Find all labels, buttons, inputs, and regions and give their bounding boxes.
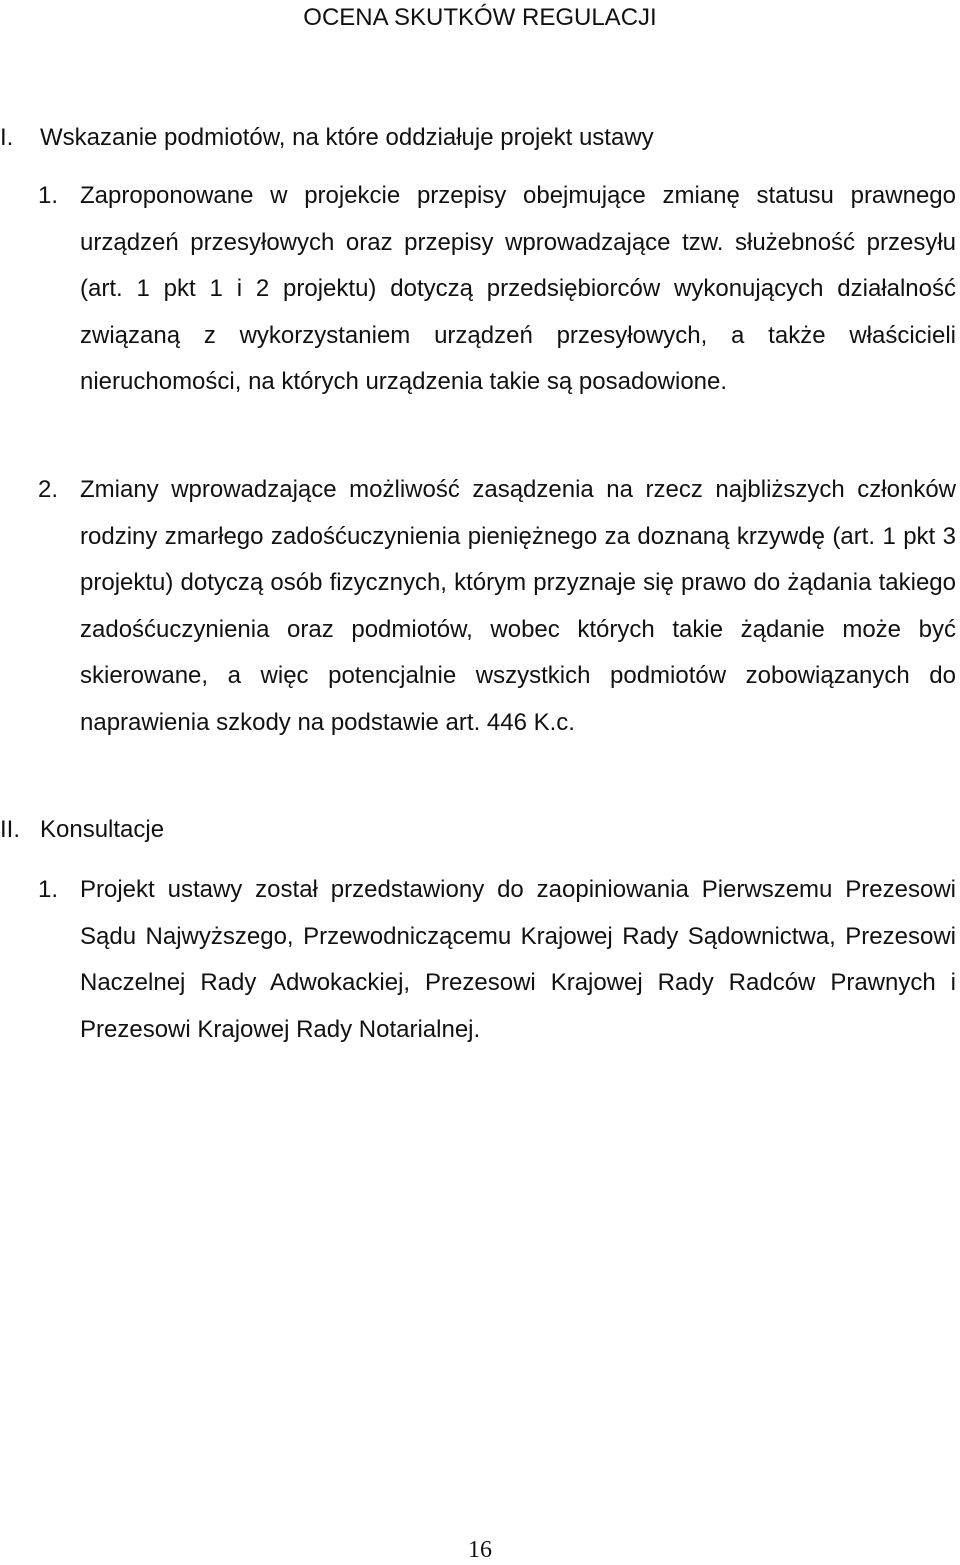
section-number: I.	[0, 124, 14, 151]
item-text: Zmiany wprowadzające możliwość zasądzenia na rzecz najbliższych członków rodziny zmarłego zadośćuczynienia pieniężnego za doznaną krzywdę (art. 1 pkt 3 projektu) dotyczą osób fizycznych, którym przyznaje się prawo do żądania takiego zadośćuczynienia oraz podmiotów, wobec których takie żądanie może być skierowane, a więc potencjalnie wszystkich podmiotów zobowiązanych do naprawienia szkody na podstawie art. 446 K.c.	[80, 476, 956, 736]
item-number: 2.	[38, 476, 59, 503]
section-title: Wskazanie podmiotów, na które oddziałuje projekt ustawy	[40, 124, 654, 151]
section-heading-1	[0, 123, 654, 153]
list-item-2-1	[38, 867, 956, 1053]
item-number: 1.	[38, 182, 59, 209]
list-item-1-1	[38, 173, 956, 406]
section-title: Konsultacje	[40, 816, 165, 843]
section-heading-2	[0, 815, 164, 845]
section-number: II.	[0, 816, 21, 843]
list-item-1-2	[38, 467, 956, 747]
item-text: Projekt ustawy został przedstawiony do zaopiniowania Pierwszemu Prezesowi Sądu Najwyższego, Przewodniczącemu Krajowej Rady Sądownictwa, Prezesowi Naczelnej Rady Adwokackiej, Prezesowi Krajowej Rady Radców Prawnych i Prezesowi Krajowej Rady Notarialnej.	[80, 876, 956, 1043]
item-text: Zaproponowane w projekcie przepisy obejmujące zmianę statusu prawnego urządzeń przesyłowych oraz przepisy wprowadzające tzw. służebność przesyłu (art. 1 pkt 1 i 2 projektu) dotyczą przedsiębiorców wykonujących działalność związaną z wykorzystaniem urządzeń przesyłowych, a także właścicieli nieruchomości, na których urządzenia takie są posadowione.	[80, 182, 956, 396]
document-title: OCENA SKUTKÓW REGULACJI	[303, 4, 657, 31]
item-number: 1.	[38, 876, 59, 903]
page-number: 16	[468, 1537, 492, 1563]
